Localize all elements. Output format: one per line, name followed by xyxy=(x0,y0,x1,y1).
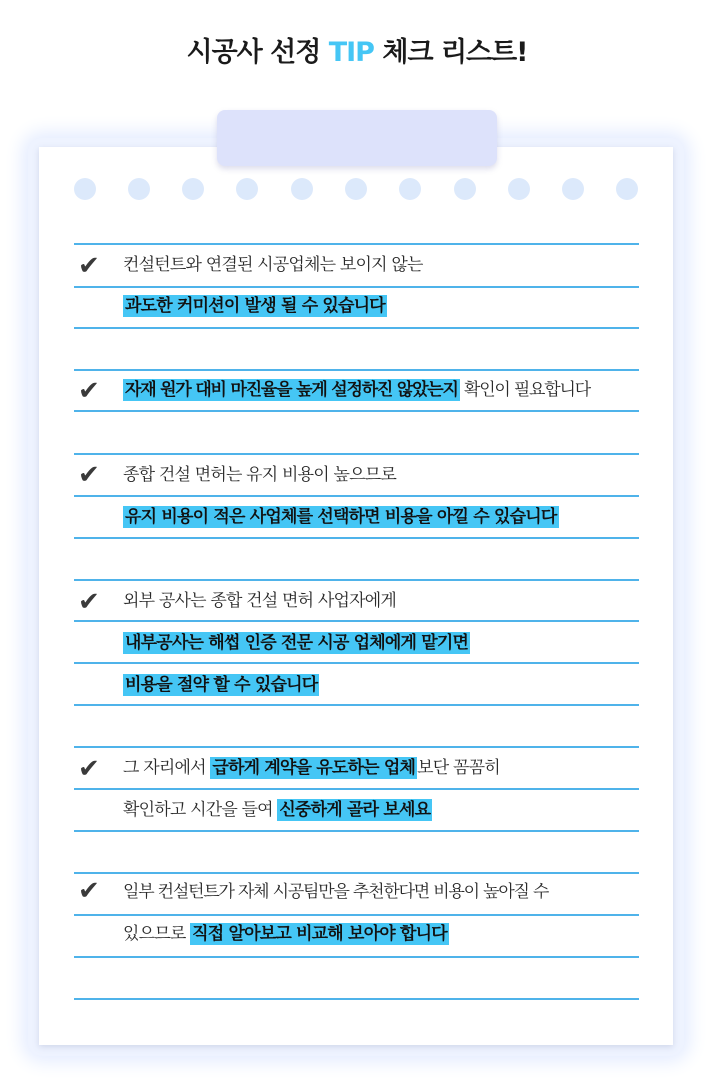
ruled-line xyxy=(74,410,639,412)
ruled-line xyxy=(74,369,639,371)
highlight-text: 비용을 절약 할 수 있습니다 xyxy=(125,675,318,695)
ruled-line xyxy=(74,286,639,288)
binder-hole xyxy=(508,178,530,200)
highlight-text: 급하게 계약을 유도하는 업체 xyxy=(212,758,416,778)
item-5-line-2 xyxy=(123,798,432,822)
item-4-line-3 xyxy=(123,673,319,697)
ruled-line xyxy=(74,704,639,706)
checkmark-icon: ✔ xyxy=(78,460,100,490)
item-6-text-a: 있으므로 xyxy=(123,924,191,944)
paper-tape xyxy=(217,110,497,166)
binder-hole xyxy=(345,178,367,200)
title-main: 시공사 선정 xyxy=(186,37,321,68)
ruled-line xyxy=(74,956,639,958)
checkmark-icon: ✔ xyxy=(78,754,100,784)
highlight-text: 자재 원가 대비 마진율을 높게 설정하진 않았는지 xyxy=(125,380,458,400)
item-3-line-2 xyxy=(123,505,559,529)
binder-holes xyxy=(74,178,646,200)
ruled-line xyxy=(74,620,639,622)
binder-hole xyxy=(182,178,204,200)
item-6-line-1: 일부 컨설턴트가 자체 시공팀만을 추천한다면 비용이 높아질 수 xyxy=(123,882,549,902)
binder-hole xyxy=(562,178,584,200)
item-5-text-a: 그 자리에서 xyxy=(123,758,211,778)
item-4-line-1: 외부 공사는 종합 건설 면허 사업자에게 xyxy=(123,591,396,611)
item-1-line-1: 컨설턴트와 연결된 시공업체는 보이지 않는 xyxy=(123,255,423,275)
binder-hole xyxy=(291,178,313,200)
binder-hole xyxy=(399,178,421,200)
item-2-line-1 xyxy=(123,378,590,402)
ruled-line xyxy=(74,579,639,581)
highlight-text: 유지 비용이 적은 사업체를 선택하면 비용을 아낄 수 있습니다 xyxy=(125,507,557,527)
ruled-line xyxy=(74,872,639,874)
highlight-text: 내부공사는 해썹 인증 전문 시공 업체에게 맡기면 xyxy=(125,633,469,653)
highlight-text: 직접 알아보고 비교해 보아야 합니다 xyxy=(192,924,447,944)
item-5-text-c: 확인하고 시간을 들여 xyxy=(123,800,278,820)
binder-hole xyxy=(128,178,150,200)
highlight-text: 신중하게 골라 보세요 xyxy=(279,800,431,820)
ruled-line xyxy=(74,998,639,1000)
title-rest: 체크 리스트! xyxy=(382,37,528,68)
item-2-text: 확인이 필요합니다 xyxy=(459,380,590,400)
ruled-line xyxy=(74,662,639,664)
ruled-line xyxy=(74,746,639,748)
checkmark-icon: ✔ xyxy=(78,587,100,617)
item-5-text-b: 보단 꼼꼼히 xyxy=(417,758,500,778)
ruled-line xyxy=(74,788,639,790)
checkmark-icon: ✔ xyxy=(78,876,100,906)
checkmark-icon: ✔ xyxy=(78,251,100,281)
item-3-line-1: 종합 건설 면허는 유지 비용이 높으므로 xyxy=(123,465,396,485)
highlight-text: 과도한 커미션이 발생 될 수 있습니다 xyxy=(125,296,385,316)
ruled-line xyxy=(74,327,639,329)
binder-hole xyxy=(616,178,638,200)
item-4-line-2 xyxy=(123,631,470,655)
item-6-line-2 xyxy=(123,922,449,946)
ruled-line xyxy=(74,537,639,539)
item-1-line-2 xyxy=(123,294,387,318)
ruled-line xyxy=(74,830,639,832)
ruled-line xyxy=(74,914,639,916)
checkmark-icon: ✔ xyxy=(78,376,100,406)
binder-hole xyxy=(236,178,258,200)
title-accent: TIP xyxy=(328,37,374,68)
ruled-line xyxy=(74,495,639,497)
binder-hole xyxy=(74,178,96,200)
binder-hole xyxy=(454,178,476,200)
page-title xyxy=(0,30,714,69)
item-5-line-1 xyxy=(123,756,500,780)
ruled-line xyxy=(74,453,639,455)
ruled-line xyxy=(74,243,639,245)
